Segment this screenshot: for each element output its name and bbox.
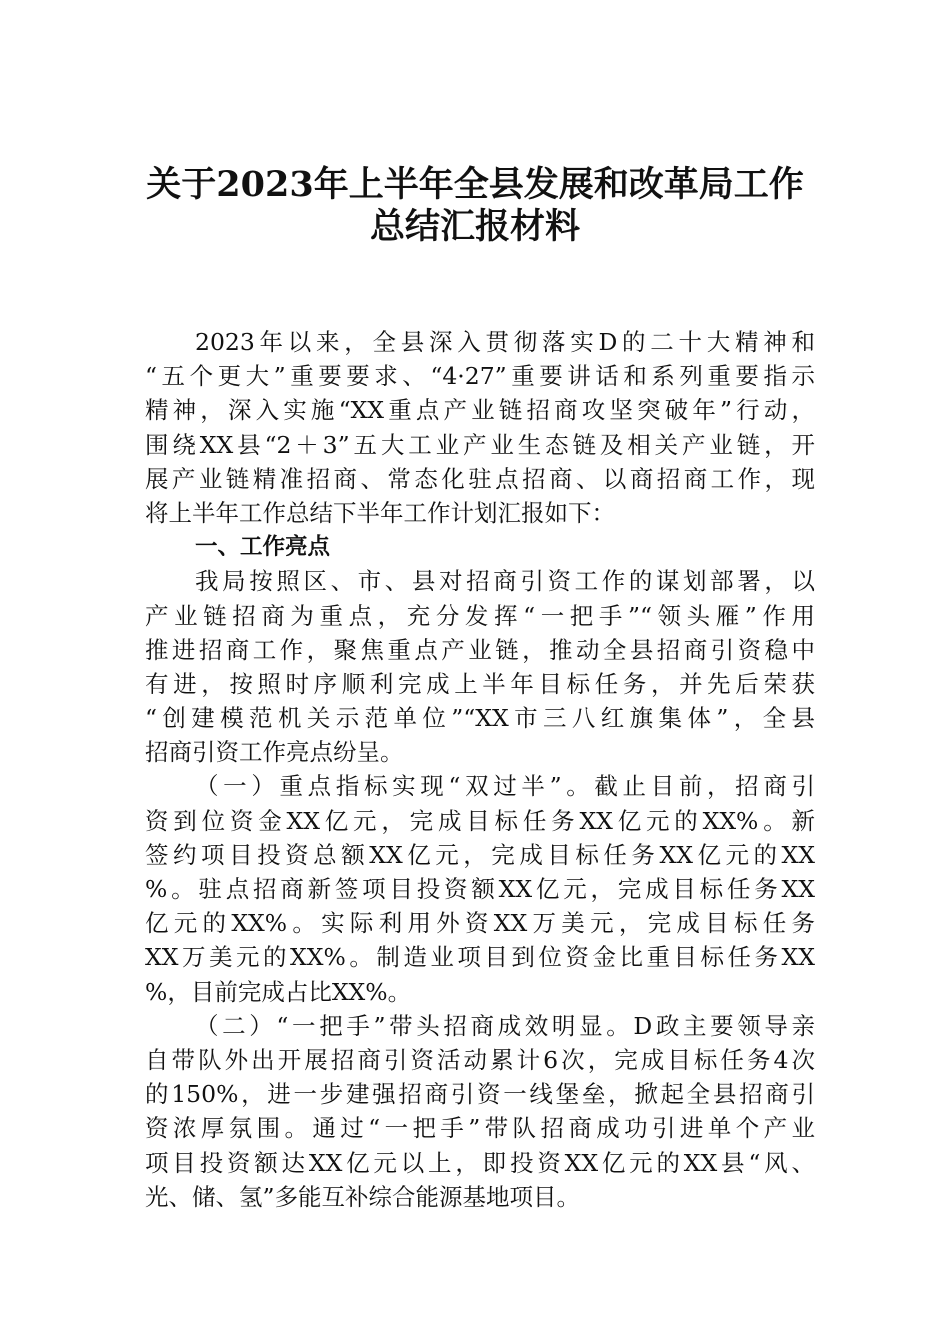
paragraph-1-line: “五个更大”重要要求、“4·27”重要讲话和系列重要指示 xyxy=(145,362,815,391)
paragraph-3-line: %。驻点招商新签项目投资额XX亿元，完成目标任务XX xyxy=(145,875,815,903)
paragraph-4-line: 自带队外出开展招商引资活动累计6次，完成目标任务4次 xyxy=(145,1045,815,1074)
section-heading-highlights: 一、工作亮点 xyxy=(195,534,331,561)
document-body xyxy=(145,325,815,1214)
paragraph-4-line: 项目投资额达XX亿元以上，即投资XX亿元的XX县“风、 xyxy=(145,1148,815,1177)
paragraph-4-line: 资浓厚氛围。通过“一把手”带队招商成功引进单个产业 xyxy=(145,1114,815,1143)
paragraph-4-line: （二）“一把手”带头招商成效明显。D政主要领导亲 xyxy=(195,1011,815,1040)
paragraph-3-line: 亿元的XX%。实际利用外资XX万美元，完成目标任务 xyxy=(145,909,815,938)
paragraph-3-line: 资到位资金XX亿元，完成目标任务XX亿元的XX%。新 xyxy=(145,806,815,835)
paragraph-1-line: 精神，深入实施“XX重点产业链招商攻坚突破年”行动， xyxy=(145,396,815,425)
paragraph-3-line: %，目前完成占比XX%。 xyxy=(145,977,412,1006)
paragraph-4-line: 的150%，进一步建强招商引资一线堡垒，掀起全县招商引 xyxy=(145,1080,815,1109)
paragraph-4-line: 光、储、氢”多能互补综合能源基地项目。 xyxy=(145,1182,581,1211)
paragraph-1-line: 展产业链精准招商、常态化驻点招商、以商招商工作，现 xyxy=(145,464,815,493)
document-title-line-1: 关于2023年上半年全县发展和改革局工作 xyxy=(146,164,804,205)
paragraph-1-line: 将上半年工作总结下半年工作计划汇报如下： xyxy=(145,498,615,527)
paragraph-3-line: 签约项目投资总额XX亿元，完成目标任务XX亿元的XX xyxy=(145,840,815,869)
paragraph-2-line: 产业链招商为重点，充分发挥“一把手”“领头雁”作用 xyxy=(145,601,815,630)
paragraph-1-line: 围绕XX县“2＋3”五大工业产业生态链及相关产业链，开 xyxy=(145,430,815,459)
paragraph-2-line: “创建模范机关示范单位”“XX市三八红旗集体”，全县 xyxy=(145,704,815,733)
paragraph-3-line: （一）重点指标实现“双过半”。截止目前，招商引 xyxy=(195,772,815,801)
paragraph-2-line: 有进，按照时序顺利完成上半年目标任务，并先后荣获 xyxy=(145,669,815,698)
paragraph-3-line: XX万美元的XX%。制造业项目到位资金比重目标任务XX xyxy=(145,943,815,972)
paragraph-2-line: 我局按照区、市、县对招商引资工作的谋划部署，以 xyxy=(195,567,815,596)
paragraph-1-line: 2023年以来，全县深入贯彻落实D的二十大精神和 xyxy=(195,328,815,356)
document-title-line-2: 总结汇报材料 xyxy=(369,206,580,247)
paragraph-2-line: 推进招商工作，聚焦重点产业链，推动全县招商引资稳中 xyxy=(145,635,815,664)
paragraph-2-line: 招商引资工作亮点纷呈。 xyxy=(145,738,404,767)
